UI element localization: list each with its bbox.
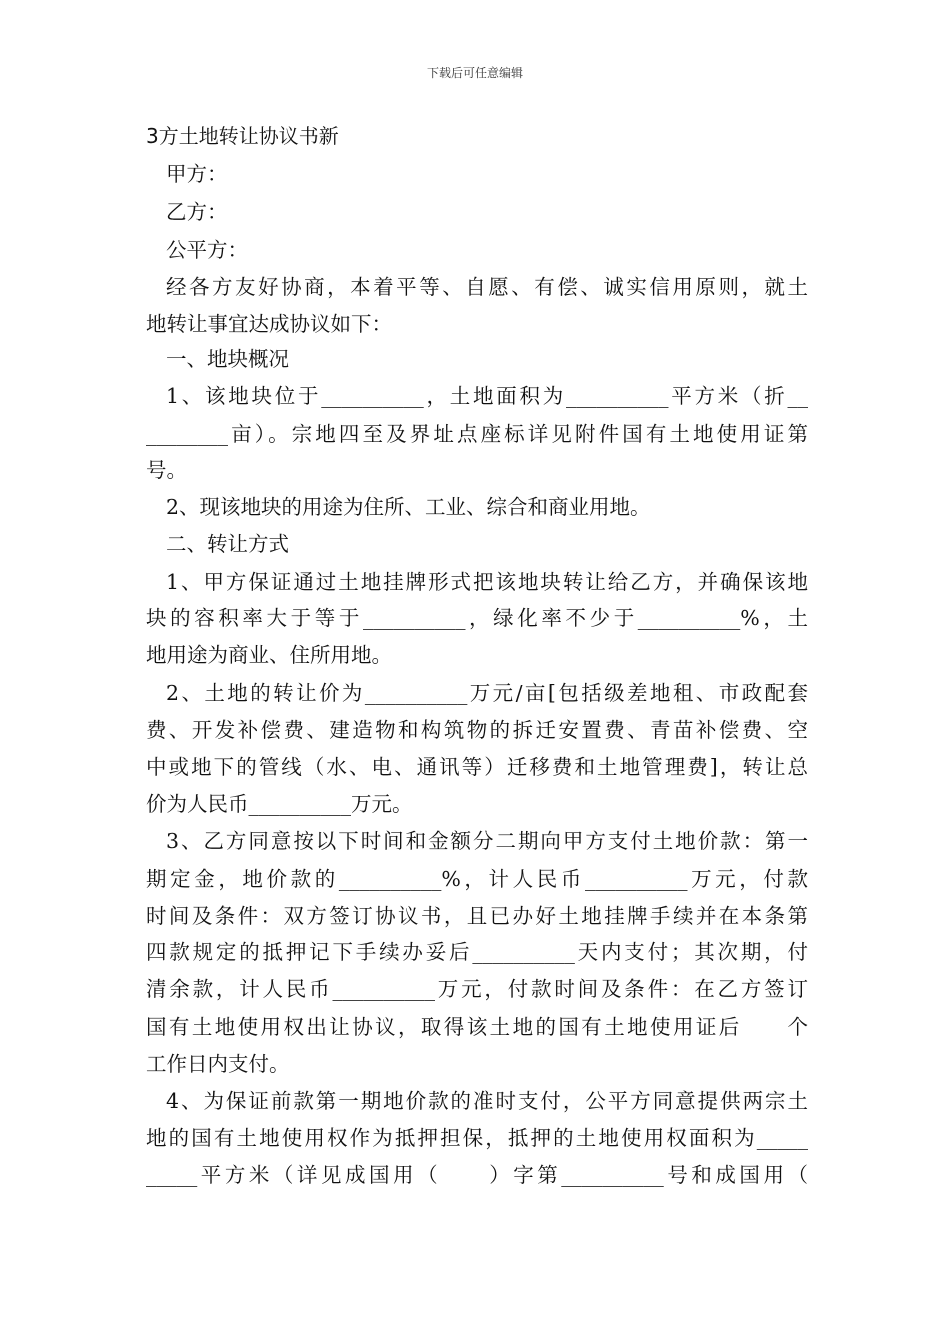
- clause-1-1-line-2: ________亩）。宗地四至及界址点座标详见附件国有土地使用证第: [146, 422, 808, 446]
- clause-1-1-line-3: 号。: [146, 458, 187, 482]
- clause-2-2-line-3: 中或地下的管线（水、电、通讯等）迁移费和土地管理费]，转让总: [146, 755, 808, 779]
- preamble-line-2: 地转让事宜达成协议如下：: [146, 312, 392, 336]
- clause-2-1-line-1: 1、甲方保证通过土地挂牌形式把该地块转让给乙方，并确保该地: [166, 570, 808, 594]
- clause-2-4-line-2: 地的国有土地使用权作为抵押担保，抵押的土地使用权面积为_____: [146, 1126, 808, 1150]
- clause-2-1-line-2: 块的容积率大于等于__________，绿化率不少于__________%，土: [146, 606, 808, 630]
- clause-2-2-line-2: 费、开发补偿费、建造物和构筑物的拆迁安置费、青苗补偿费、空: [146, 718, 808, 742]
- clause-1-2: 2、现该地块的用途为住所、工业、综合和商业用地。: [166, 495, 651, 519]
- section-heading-2: 二、转让方式: [166, 532, 289, 556]
- clause-2-3-line-2: 期定金，地价款的__________%，计人民币__________万元，付款: [146, 867, 808, 891]
- clause-2-3-line-4: 四款规定的抵押记下手续办妥后__________天内支付；其次期，付: [146, 940, 808, 964]
- notary-party-line: 公平方：: [166, 238, 248, 262]
- clause-2-1-line-3: 地用途为商业、住所用地。: [146, 643, 392, 667]
- clause-2-4-line-1: 4、为保证前款第一期地价款的准时支付，公平方同意提供两宗土: [166, 1089, 808, 1113]
- clause-2-3-line-7: 工作日内支付。: [146, 1052, 290, 1076]
- clause-1-1-line-1: 1、该地块位于__________，土地面积为__________平方米（折__: [166, 384, 808, 408]
- clause-2-4-line-3: _____平方米（详见成国用（ ）字第__________号和成国用（: [146, 1163, 808, 1187]
- page-header: 下载后可任意编辑: [426, 66, 523, 80]
- section-heading-1: 一、地块概况: [166, 347, 289, 371]
- clause-2-3-line-6: 国有土地使用权出让协议，取得该土地的国有土地使用证后 个: [146, 1015, 808, 1039]
- party-b-line: 乙方：: [166, 200, 228, 224]
- clause-2-3-line-1: 3、乙方同意按以下时间和金额分二期向甲方支付土地价款：第一: [166, 829, 808, 853]
- clause-2-3-line-3: 时间及条件：双方签订协议书，且已办好土地挂牌手续并在本条第: [146, 904, 808, 928]
- document-title: 3方土地转让协议书新: [146, 124, 339, 148]
- clause-2-3-line-5: 清余款，计人民币__________万元，付款时间及条件：在乙方签订: [146, 977, 808, 1001]
- party-a-line: 甲方：: [166, 162, 228, 186]
- clause-2-2-line-4: 价为人民币__________万元。: [146, 792, 413, 816]
- preamble-line-1: 经各方友好协商，本着平等、自愿、有偿、诚实信用原则，就土: [166, 275, 808, 299]
- clause-2-2-line-1: 2、土地的转让价为__________万元/亩[包括级差地租、市政配套: [166, 681, 808, 705]
